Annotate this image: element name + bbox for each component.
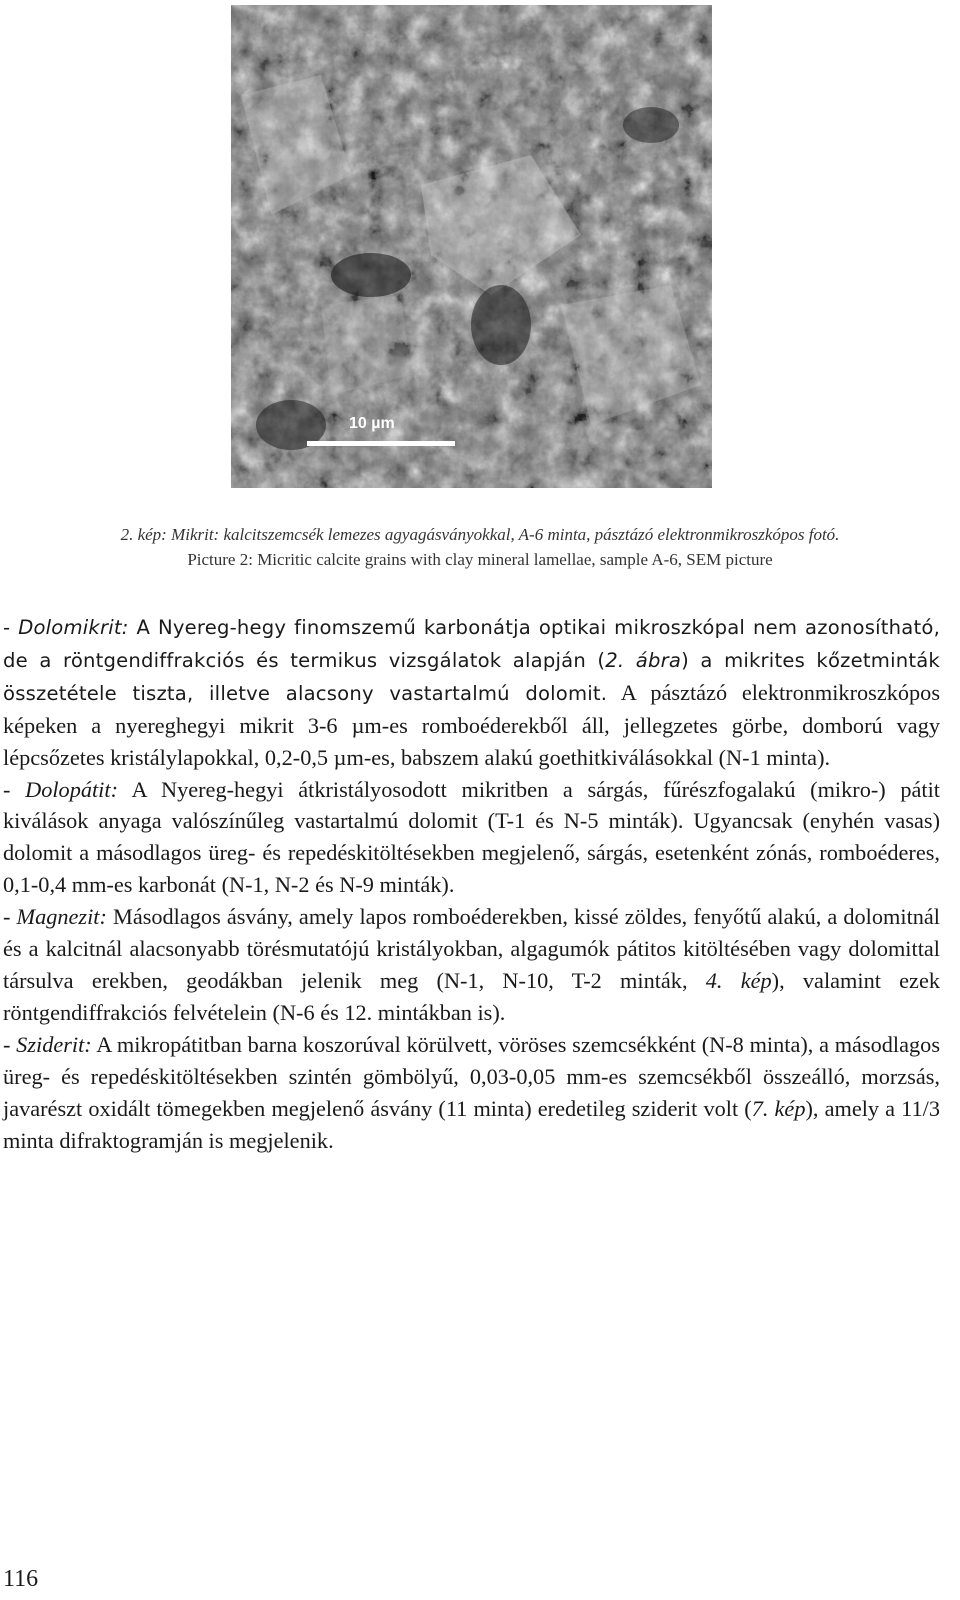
scale-bar-label: 10 µm [349,415,395,432]
term-dolomikrit: Dolomikrit: [18,616,129,639]
term-magnezit: Magnezit: [16,904,107,930]
body-text [3,611,940,1156]
term-dolopatit: Dolopátit: [25,776,118,802]
sem-micrograph [231,5,712,488]
sziderit-text1: A mikropátitban barna koszorúval körülvett, vöröses szemcsékként (N-8 minta), a másodlagos üreg- és repedéskitöltésekben szintén gömbölyű, 0,03-0,05 mm-es szemcsékből összeálló, morzsás, javarészt oxidált tömegekben megjelenő ásvány (11 minta) eredetileg sziderit volt ( [3,1031,940,1121]
dolomikrit-text1: A Nyereg-hegy finomszemű karbonátja optikai mikroszkópal nem azonosítható, de a röntgendiffrakciós és termikus vizsgálatok alapján ( [3,616,940,672]
caption-english: Picture 2: Micritic calcite grains with clay mineral lamellae, sample A-6, SEM picture [187,550,773,569]
magnezit-text1: Másodlagos ásvány, amely lapos romboéderekben, kissé zöldes, fenyőtű alakú, a dolomitnál és a kalcitnál alacsonyabb törésmutatójú kristályokban, algagumók pátitos kitöltésében vagy dolomittal társulva erekben, geodákban jelenik meg (N-1, N-10, T-2 minták, [3,904,940,993]
ref-kep-7: 7. kép [751,1095,806,1121]
ref-kep-4: 4. kép [705,967,772,993]
paragraph-magnezit [3,901,940,1029]
sziderit-prefix: - [3,1031,17,1057]
scale-bar [307,441,455,446]
sziderit-text2: ), amely a 11/3 minta difraktogramján is megjelenik. [3,1095,940,1153]
ref-abra-2: 2. ábra [605,648,682,672]
paragraph-sziderit [3,1029,940,1157]
dolopatit-text1: A Nyereg-hegyi átkristályosodott mikritben a sárgás, fűrészfogalakú (mikro-) pátit kiválások anyaga valószínűleg vastartalmú dolomit (T-1 és N-5 minták). Ugyancsak (enyhén vasas) dolomit a másodlagos üreg- és repedéskitöltésekben megjelenő, sárgás, esetenként zónás, romboéderes, 0,1-0,4 mm-es karbonát (N-1, N-2 és N-9 minták). [3,776,940,898]
magnezit-prefix: - [3,904,17,930]
sem-texture [231,5,712,488]
dolopatit-prefix: - [3,776,26,802]
dolomikrit-text3: A pásztázó elektronmikroszkópos képeken a nyereghegyi mikrit 3-6 µm-es romboéderekből áll, jellegzetes görbe, domború vagy lépcsőzetes kristálylapokkal, 0,2-0,5 µm-es, babszem alakú goethitkiválásokkal (N-1 minta). [3,679,940,770]
figure-caption [0,522,960,572]
paragraph-dolopatit [3,774,940,902]
dolomikrit-prefix: - [3,616,19,639]
page-number: 116 [3,1566,39,1592]
term-sziderit: Sziderit: [16,1031,92,1057]
magnezit-text2: ), valamint ezek röntgendiffrakciós felvételein (N-6 és 12. mintákban is). [3,967,940,1025]
paragraph-dolomikrit [3,611,940,774]
caption-hungarian: 2. kép: Mikrit: kalcitszemcsék lemezes agyagásványokkal, A-6 minta, pásztázó elektronmikroszkópos fotó. [120,525,840,544]
dolomikrit-text2: ) a mikrites kőzetminták összetétele tiszta, illetve alacsony vastartalmú dolomit. [3,648,940,705]
